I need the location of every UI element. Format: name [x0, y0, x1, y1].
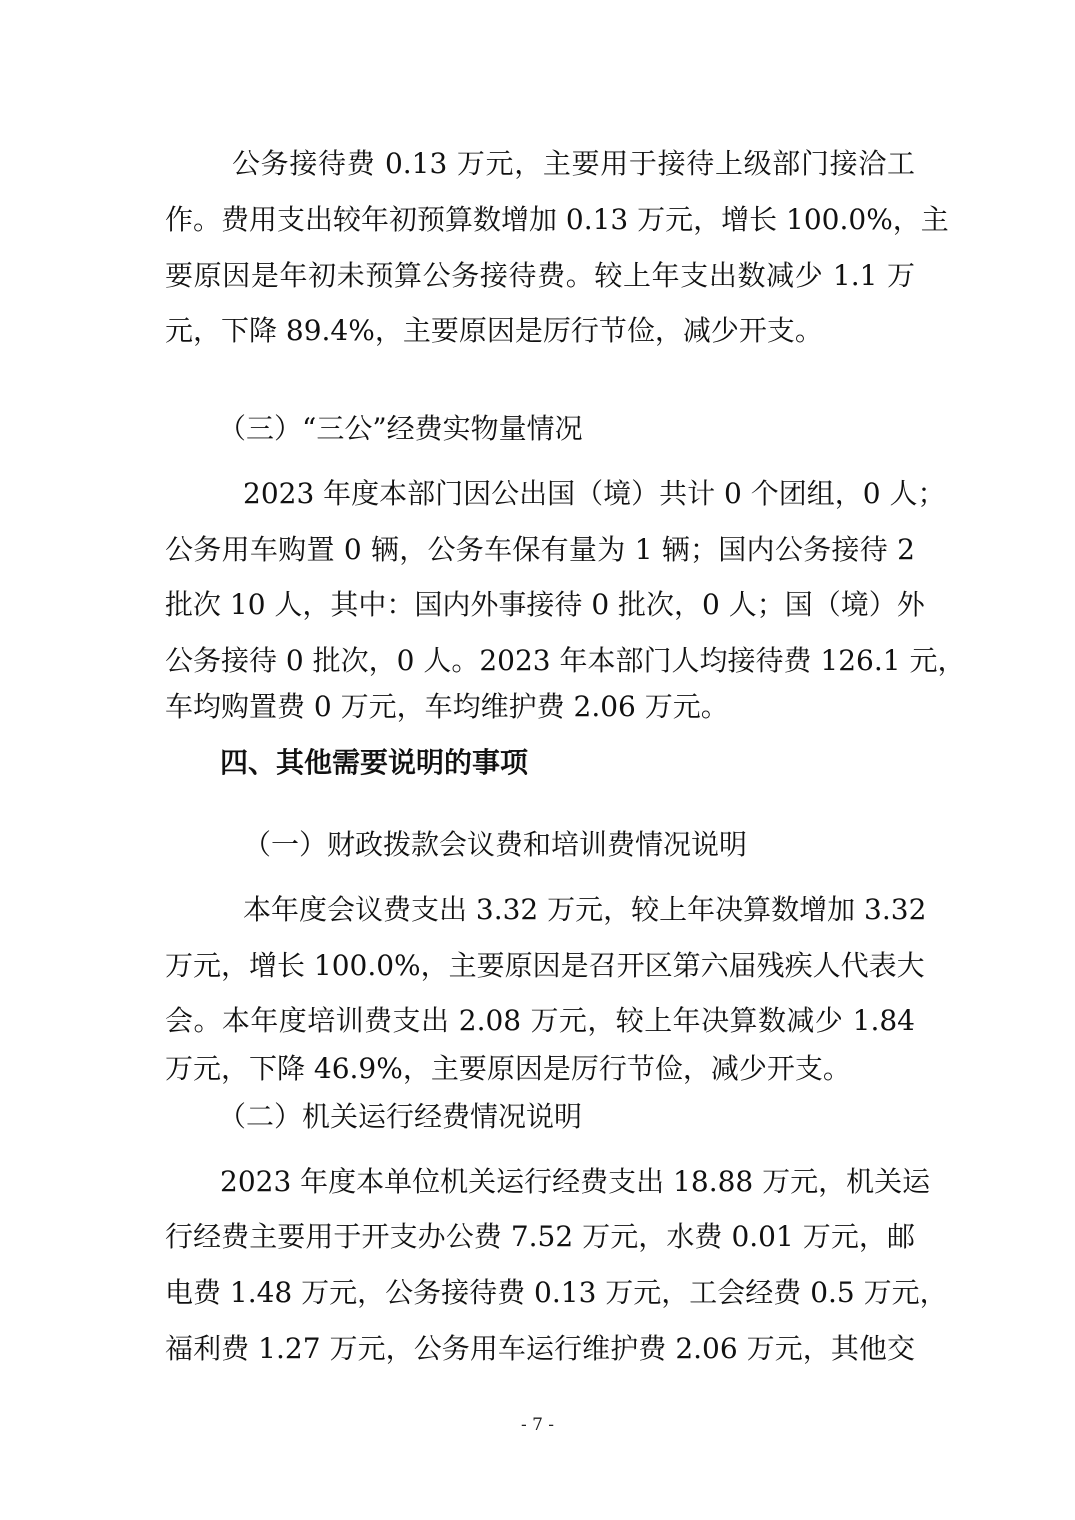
- paragraph-1-line-3: 要原因是年初未预算公务接待费。较上年支出数减少 1.1 万: [165, 259, 915, 292]
- section-heading-4-1: （一）财政拨款会议费和培训费情况说明: [243, 828, 748, 861]
- paragraph-2-line-1: 2023 年度本部门因公出国（境）共计 0 个团组，0 人；: [243, 477, 946, 510]
- paragraph-2-line-2: 公务用车购置 0 辆，公务车保有量为 1 辆；国内公务接待 2: [165, 533, 915, 566]
- paragraph-3-line-1: 本年度会议费支出 3.32 万元，较上年决算数增加 3.32: [243, 893, 927, 926]
- paragraph-2-line-5: 车均购置费 0 万元，车均维护费 2.06 万元。: [165, 690, 729, 723]
- section-heading-3-3: （三）“三公”经费实物量情况: [218, 412, 583, 445]
- section-heading-4-2: （二）机关运行经费情况说明: [218, 1100, 583, 1133]
- paragraph-3-line-2: 万元，增长 100.0%，主要原因是召开区第六届残疾人代表大: [165, 949, 925, 982]
- paragraph-3-line-4: 万元，下降 46.9%，主要原因是厉行节俭，减少开支。: [165, 1052, 851, 1085]
- paragraph-2-line-3: 批次 10 人，其中：国内外事接待 0 批次，0 人；国（境）外: [165, 588, 925, 621]
- paragraph-4-line-3: 电费 1.48 万元，公务接待费 0.13 万元，工会经费 0.5 万元，: [165, 1276, 948, 1309]
- paragraph-4-line-4: 福利费 1.27 万元，公务用车运行维护费 2.06 万元，其他交: [165, 1332, 915, 1365]
- paragraph-1-line-1: 公务接待费 0.13 万元，主要用于接待上级部门接洽工: [232, 147, 915, 180]
- page-number: - 7 -: [520, 1415, 555, 1435]
- paragraph-4-line-1: 2023 年度本单位机关运行经费支出 18.88 万元，机关运: [220, 1165, 931, 1198]
- paragraph-2-line-4: 公务接待 0 批次，0 人。2023 年本部门人均接待费 126.1 元，: [165, 644, 966, 677]
- paragraph-4-line-2: 行经费主要用于开支办公费 7.52 万元，水费 0.01 万元，邮: [165, 1220, 915, 1253]
- section-heading-4: 四、其他需要说明的事项: [220, 746, 529, 779]
- paragraph-1-line-4: 元，下降 89.4%，主要原因是厉行节俭，减少开支。: [165, 314, 823, 347]
- paragraph-3-line-3: 会。本年度培训费支出 2.08 万元，较上年决算数减少 1.84: [165, 1004, 915, 1037]
- paragraph-1-line-2: 作。费用支出较年初预算数增加 0.13 万元，增长 100.0%，主: [165, 203, 949, 236]
